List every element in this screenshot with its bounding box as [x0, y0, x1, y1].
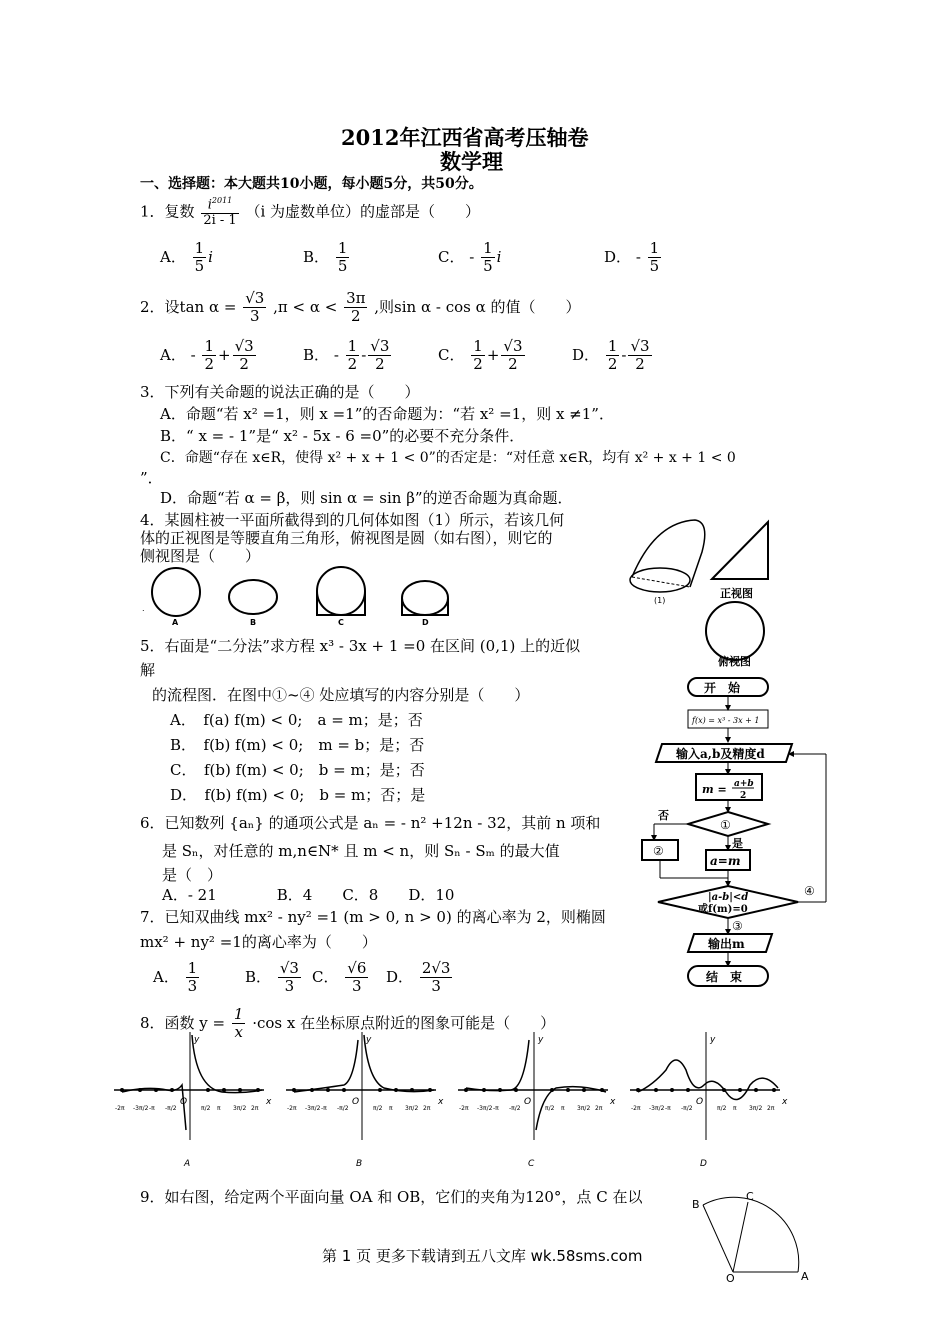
question-2: 2．设tan α = $\frac{√3}{3}$ ,π < α < $\frac{3\pi}{2}$ ,则sin α - cos α 的值（ ） — [140, 289, 581, 326]
svg-text:B: B — [250, 618, 257, 627]
y-label: y — [538, 1035, 544, 1045]
o-label: O — [696, 1097, 704, 1107]
tick-mark — [378, 1088, 382, 1092]
q7-option-c: C． $\frac{√6}{3}$ — [312, 959, 367, 996]
q6-line1: 6．已知数列 {aₙ} 的通项公式是 aₙ = - n² +12n - 32，其前 n 项和 — [140, 814, 601, 832]
q4-solid-figure — [620, 512, 780, 672]
q8-graph-c — [458, 1032, 616, 1169]
svg-text:f(x) = x³ - 3x + 1: f(x) = x³ - 3x + 1 — [692, 716, 760, 725]
tick-mark — [222, 1088, 226, 1092]
tick-label: -2π — [631, 1105, 641, 1112]
q6-line2: 是 Sₙ，对任意的 m,n∈N* 且 m < n，则 Sₙ - Sₘ 的最大值 — [162, 842, 560, 860]
tick-label: π — [733, 1105, 737, 1112]
svg-text:或f(m)=0: 或f(m)=0 — [698, 904, 748, 915]
svg-text:开 始: 开 始 — [704, 681, 741, 695]
q5-option-d: D． f(b) f(m) < 0; b = m；否；是 — [170, 786, 426, 804]
x-label: x — [782, 1097, 788, 1107]
tick-mark — [310, 1088, 314, 1092]
q4-option-figures — [138, 565, 458, 627]
tick-mark — [686, 1088, 690, 1092]
q6-options: A．- 21 B．4 C．8 D．10 — [162, 886, 455, 904]
tick-mark — [326, 1088, 330, 1092]
tick-label: -3π/2 — [305, 1105, 321, 1112]
q8-graph-a — [114, 1032, 272, 1169]
q1-fraction: $\frac{i^{2011}}{2i - 1}$ — [203, 196, 237, 229]
page-subtitle: 数学理 — [440, 149, 503, 174]
tick-label: -π/2 — [681, 1105, 693, 1112]
question-8: 8．函数 y = $\frac{1}{x}$ ·cos x 在坐标原点附近的图象可能是（ ） — [140, 1005, 556, 1042]
curve — [638, 1060, 778, 1100]
curve — [466, 1040, 606, 1130]
x-label: x — [610, 1097, 616, 1107]
svg-text:a+b: a+b — [734, 779, 754, 789]
svg-text:②: ② — [653, 844, 664, 858]
q7-line1: 7．已知双曲线 mx² - ny² =1 (m > 0, n > 0) 的离心率为 2，则椭圆 — [140, 908, 606, 926]
graph-label: D — [700, 1159, 707, 1169]
q8-graph-d — [630, 1032, 788, 1169]
tick-label: π/2 — [717, 1105, 727, 1112]
q8-graph-b — [286, 1032, 444, 1169]
tick-label: 2π — [423, 1105, 431, 1112]
o-label: O — [352, 1097, 360, 1107]
graph-label: B — [356, 1159, 363, 1169]
svg-text:是: 是 — [732, 837, 743, 850]
q7-option-d: D． $\frac{2√3}{3}$ — [386, 959, 451, 996]
question-1 — [140, 196, 480, 229]
q1-prefix: 1．复数 — [140, 202, 195, 221]
q3-option-c-line1: C．命题“存在 x∈R，使得 x² + x + 1 < 0”的否定是：“对任意 x∈R，均有 x² + x + 1 < 0 — [160, 450, 736, 466]
q2-option-c: C． $\frac{1}{2}$ + $\frac{√3}{2}$ — [438, 337, 523, 374]
svg-text:a=m: a=m — [710, 854, 741, 868]
q1-option-b: B． $\frac{1}{5}$ — [303, 239, 348, 276]
svg-text:正视图: 正视图 — [720, 587, 753, 600]
q2-option-b: B． - $\frac{1}{2}$ - $\frac{√3}{2}$ — [303, 337, 390, 374]
q4-line2: 体的正视图是等腰直角三角形，俯视图是圆（如右图），则它的 — [140, 529, 553, 547]
tick-mark — [514, 1088, 518, 1092]
q3-option-d: D．命题“若 α = β，则 sin α = sin β”的逆否命题为真命题． — [160, 489, 573, 507]
tick-label: -3π/2 — [133, 1105, 149, 1112]
graph-label: A — [184, 1159, 191, 1169]
tick-label: π — [561, 1105, 565, 1112]
tick-mark — [464, 1088, 468, 1092]
tick-mark — [498, 1088, 502, 1092]
tick-label: π/2 — [201, 1105, 211, 1112]
o-label: O — [524, 1097, 532, 1107]
svg-text:A: A — [801, 1270, 809, 1283]
page-title: 2012年江西省高考压轴卷 — [341, 125, 589, 150]
q5-option-b: B． f(b) f(m) < 0; m = b；是；否 — [170, 736, 425, 754]
tick-label: -π/2 — [509, 1105, 521, 1112]
q7-line2: mx² + ny² =1的离心率为（ ） — [140, 933, 377, 951]
q5-line2: 解 — [140, 661, 156, 679]
tick-label: -3π/2 — [477, 1105, 493, 1112]
tick-mark — [636, 1088, 640, 1092]
q7-option-a: A． $\frac{1}{3}$ — [153, 959, 198, 996]
q5-line1: 5．右面是“二分法”求方程 x³ - 3x + 1 =0 在区间 (0,1) 上的近似 — [140, 637, 581, 655]
svg-text:m =: m = — [702, 783, 727, 796]
q3-option-a: A．命题“若 x² =1，则 x =1”的否命题为：“若 x² =1，则 x ≠1”． — [160, 405, 614, 423]
tick-mark — [394, 1088, 398, 1092]
q3-option-c-line2: ”． — [140, 469, 163, 487]
tick-mark — [428, 1088, 432, 1092]
q4-fig-d — [402, 581, 448, 627]
svg-text:否: 否 — [658, 809, 669, 822]
graph-label: C — [528, 1159, 535, 1169]
tick-mark — [292, 1088, 296, 1092]
q5-option-c: C． f(b) f(m) < 0; b = m；是；否 — [170, 761, 425, 779]
x-label: x — [438, 1097, 444, 1107]
tick-mark — [754, 1088, 758, 1092]
q8-graphs — [112, 1030, 792, 1175]
tick-mark — [738, 1088, 742, 1092]
y-label: y — [194, 1035, 200, 1045]
tick-mark — [550, 1088, 554, 1092]
page-footer: 第 1 页 更多下载请到五八文库 wk.58sms.com — [322, 1247, 643, 1265]
tick-label: -2π — [287, 1105, 297, 1112]
svg-text:C: C — [746, 1190, 754, 1203]
tick-mark — [206, 1088, 210, 1092]
q3-option-b: B．“ x = - 1”是“ x² - 5x - 6 =0”的必要不充分条件． — [160, 427, 525, 445]
y-label: y — [366, 1035, 372, 1045]
tick-label: 3π/2 — [749, 1105, 763, 1112]
q9-text: 9．如右图，给定两个平面向量 OA 和 OB，它们的夹角为120°，点 C 在以 — [140, 1188, 643, 1206]
tick-mark — [410, 1088, 414, 1092]
q6-line3: 是（ ） — [162, 866, 223, 884]
svg-text:结 束: 结 束 — [706, 970, 743, 984]
q5-line3: 的流程图．在图中①~④ 处应填写的内容分别是（ ） — [152, 686, 530, 704]
svg-text:2: 2 — [740, 791, 747, 801]
svg-text:①: ① — [720, 818, 731, 832]
tick-mark — [670, 1088, 674, 1092]
q4-fig-a — [142, 568, 200, 627]
svg-text:输出m: 输出m — [708, 937, 745, 951]
tick-label: 2π — [251, 1105, 259, 1112]
q2-option-a: A． - $\frac{1}{2}$ + $\frac{√3}{2}$ — [160, 337, 254, 374]
q4-fig-c — [317, 567, 365, 627]
svg-text:.: . — [142, 604, 145, 613]
curve — [122, 1035, 262, 1130]
y-label: y — [710, 1035, 716, 1045]
tick-label: -π — [493, 1105, 499, 1112]
q4-line1: 4．某圆柱被一平面所截得到的几何体如图（1）所示，若该几何 — [140, 511, 565, 529]
tick-mark — [722, 1088, 726, 1092]
tick-mark — [154, 1088, 158, 1092]
tick-label: π — [389, 1105, 393, 1112]
svg-text:A: A — [172, 618, 179, 627]
q1-option-d: D． - $\frac{1}{5}$ — [604, 239, 660, 276]
tick-mark — [256, 1088, 260, 1092]
q1-option-a: A． $\frac{1}{5}$ i — [160, 239, 213, 276]
svg-text:③: ③ — [732, 919, 743, 933]
q1-option-c: C． - $\frac{1}{5}$ i — [438, 239, 502, 276]
q1-suffix: （i 为虚数单位）的虚部是（ ） — [245, 202, 481, 221]
q2-option-d: D． $\frac{1}{2}$ - $\frac{√3}{2}$ — [572, 337, 650, 374]
tick-mark — [482, 1088, 486, 1092]
tick-label: -2π — [115, 1105, 125, 1112]
top-view-label: 俯视图 — [718, 655, 751, 668]
tick-mark — [238, 1088, 242, 1092]
o-label: O — [180, 1097, 188, 1107]
curve — [294, 1035, 434, 1092]
tick-label: -π — [665, 1105, 671, 1112]
tick-mark — [170, 1088, 174, 1092]
tick-label: -π/2 — [337, 1105, 349, 1112]
tick-mark — [120, 1088, 124, 1092]
q4-fig-b — [229, 580, 277, 627]
tick-label: π — [217, 1105, 221, 1112]
tick-label: π/2 — [545, 1105, 555, 1112]
svg-text:O: O — [726, 1272, 735, 1285]
svg-text:C: C — [338, 618, 344, 627]
tick-label: 3π/2 — [233, 1105, 247, 1112]
svg-text:B: B — [692, 1198, 700, 1211]
tick-label: 2π — [767, 1105, 775, 1112]
section-heading: 一、选择题：本大题共10小题，每小题5分，共50分。 — [140, 176, 483, 192]
tick-label: 2π — [595, 1105, 603, 1112]
tick-mark — [654, 1088, 658, 1092]
svg-text:(1): (1) — [654, 596, 666, 605]
flowchart — [632, 672, 832, 998]
q5-option-a: A． f(a) f(m) < 0; a = m；是；否 — [170, 711, 423, 729]
svg-text:D: D — [422, 618, 429, 627]
tick-label: 3π/2 — [405, 1105, 419, 1112]
q3-stem: 3．下列有关命题的说法正确的是（ ） — [140, 383, 420, 401]
tick-label: -π — [149, 1105, 155, 1112]
tick-mark — [582, 1088, 586, 1092]
tick-label: 3π/2 — [577, 1105, 591, 1112]
tick-mark — [342, 1088, 346, 1092]
tick-mark — [566, 1088, 570, 1092]
tick-label: -π/2 — [165, 1105, 177, 1112]
tick-label: π/2 — [373, 1105, 383, 1112]
x-label: x — [266, 1097, 272, 1107]
tick-label: -2π — [459, 1105, 469, 1112]
tick-label: -π — [321, 1105, 327, 1112]
svg-text:|a-b|<d: |a-b|<d — [708, 892, 749, 903]
q4-line3: 侧视图是（ ） — [140, 547, 261, 565]
q9-figure — [688, 1190, 818, 1285]
tick-mark — [600, 1088, 604, 1092]
svg-text:输入a,b及精度d: 输入a,b及精度d — [676, 747, 765, 761]
tick-mark — [772, 1088, 776, 1092]
q7-option-b: B． $\frac{√3}{3}$ — [245, 959, 299, 996]
tick-label: -3π/2 — [649, 1105, 665, 1112]
svg-text:④: ④ — [804, 884, 815, 898]
tick-mark — [138, 1088, 142, 1092]
